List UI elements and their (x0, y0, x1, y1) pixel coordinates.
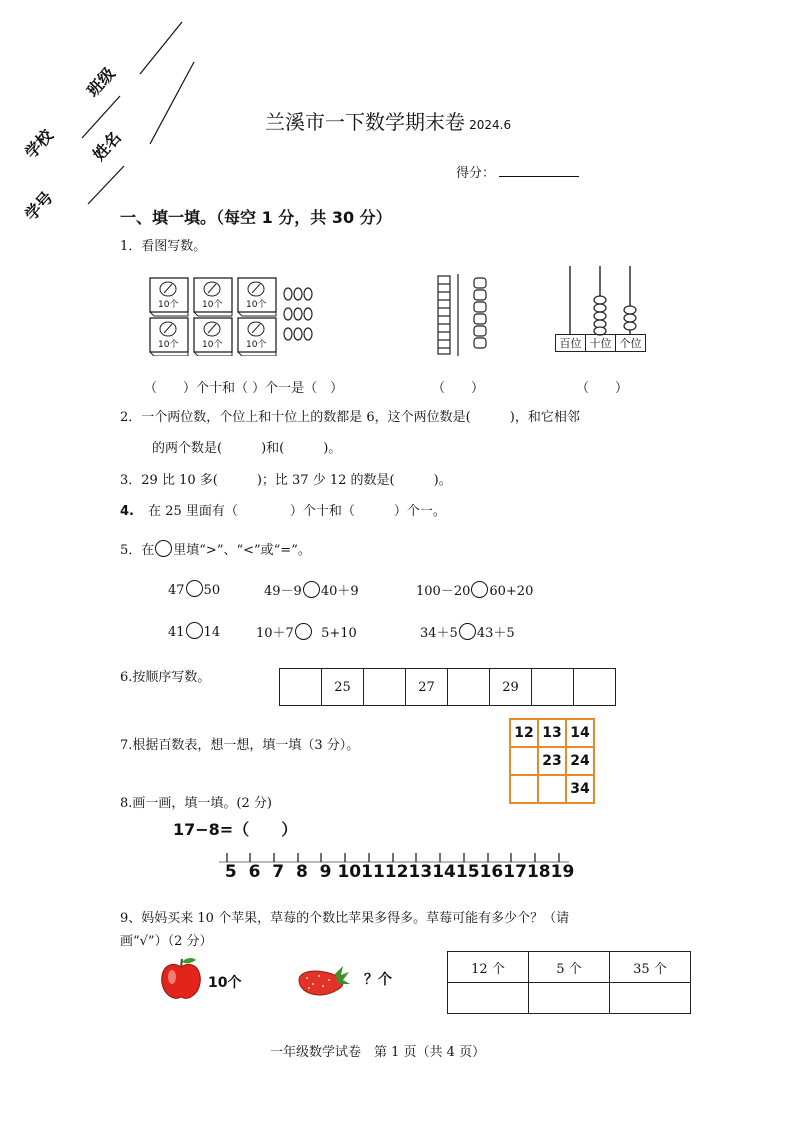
abacus-label: 百位 (556, 335, 586, 351)
tick-label: 8 (295, 862, 308, 882)
q8-number-line (219, 850, 575, 890)
strawberry-icon (295, 962, 351, 1002)
hundred-chart-cell[interactable] (538, 775, 566, 803)
q1-answer-bundles: （ ）个十和（ ）个一是（ ） (144, 381, 344, 396)
compare-circle-icon (459, 623, 476, 640)
q7-hundred-chart (509, 718, 595, 804)
compare-circle-icon (471, 581, 488, 598)
tick-label: 10 (337, 862, 362, 882)
q9-line2: 画“√”）（2 分） (120, 934, 213, 949)
tick-label: 11 (361, 862, 385, 882)
sequence-cell[interactable] (532, 669, 574, 706)
q4-number: 4. (120, 504, 134, 519)
q5-item: 100－20 60+20 (416, 580, 533, 599)
page-footer: 一年级数学试卷 第 1 页（共 4 页） (270, 1045, 486, 1060)
hundred-chart-cell: 13 (538, 719, 566, 747)
abacus-label: 个位 (619, 337, 642, 350)
hundred-chart-cell: 34 (566, 775, 594, 803)
sequence-cell: 27 (406, 669, 448, 706)
checkmark-cell[interactable] (448, 983, 529, 1014)
q5-item: 10＋7 5+10 (256, 622, 357, 641)
q7-text: 7.根据百数表，想一想，填一填（3 分）。 (120, 738, 360, 753)
abacus-label-row (555, 334, 646, 352)
q5-item: 49－9 40＋9 (264, 580, 359, 599)
q1-text: 1．看图写数。 (120, 239, 207, 254)
q1-abacus (555, 264, 645, 356)
option-label: 5 个 (529, 952, 610, 983)
tick-label: 16 (479, 862, 504, 882)
strawberry-count: ？个 (364, 972, 392, 988)
q5-item: 41 14 (168, 622, 220, 640)
q1-bundles-picture (148, 276, 320, 356)
number-line-labels (219, 862, 574, 882)
q3-text: 3．29 比 10 多( )；比 37 少 12 的数是( )。 (120, 473, 452, 488)
class-label: 班级 (83, 63, 119, 101)
tick-label: 9 (319, 862, 332, 882)
sequence-cell[interactable] (574, 669, 616, 706)
school-label: 学校 (21, 125, 57, 163)
abacus-label: 十位 (586, 335, 616, 351)
svg-text:10个: 10个 (202, 300, 223, 310)
q4-row (120, 500, 446, 519)
q2-line2: 的两个数是( )和( )。 (152, 441, 342, 456)
sequence-cell: 25 (322, 669, 364, 706)
option-label: 35 个 (610, 952, 691, 983)
compare-circle-icon (186, 622, 203, 639)
tick-label: 17 (503, 862, 527, 882)
tick-label: 19 (550, 862, 575, 882)
student-number-label: 学号 (21, 187, 57, 225)
score-blank (499, 164, 579, 177)
hundred-chart-cell[interactable] (510, 775, 538, 803)
tick-label: 18 (526, 862, 551, 882)
section-title: 一、填一填。（每空 1 分，共 30 分） (120, 208, 392, 227)
q5-item: 34＋5 43＋5 (420, 622, 515, 641)
abacus-rods (555, 264, 645, 336)
q9-answer-table (447, 951, 691, 1014)
tick-label: 12 (384, 862, 409, 882)
q6-text: 6.按顺序写数。 (120, 670, 211, 685)
sequence-cell[interactable] (448, 669, 490, 706)
hundred-chart-cell: 24 (566, 747, 594, 775)
hundred-chart-cell: 12 (510, 719, 538, 747)
q8-equation: 17−8=（ ） (173, 820, 298, 839)
checkmark-cell[interactable] (529, 983, 610, 1014)
svg-text:10个: 10个 (246, 340, 267, 350)
tick-label: 14 (432, 862, 456, 882)
tick-label: 5 (224, 862, 237, 882)
tick-label: 15 (455, 862, 480, 882)
svg-text:10个: 10个 (158, 340, 179, 350)
apple-icon (158, 955, 204, 1003)
svg-text:10个: 10个 (158, 300, 179, 310)
apple-count: 10个 (208, 975, 242, 991)
q2-line1: 2．一个两位数，个位上和十位上的数都是 6，这个两位数是( )，和它相邻 (120, 410, 580, 425)
svg-text:10个: 10个 (246, 300, 267, 310)
compare-circle-icon (295, 623, 312, 640)
hundred-chart-cell: 23 (538, 747, 566, 775)
tick-label: 13 (408, 862, 433, 882)
compare-circle-icon (155, 540, 172, 557)
score-label: 得分： (456, 166, 496, 181)
q9-line1: 9、妈妈买来 10 个苹果，草莓的个数比苹果多得多。草莓可能有多少个？（请 (120, 911, 570, 926)
hundred-chart-cell[interactable] (510, 747, 538, 775)
q1-answer-abacus: （ ） (576, 381, 629, 396)
exam-date: 2024.6 (469, 118, 512, 132)
q1-sticks-picture (436, 272, 496, 358)
hundred-chart-cell: 14 (566, 719, 594, 747)
sequence-cell[interactable] (280, 669, 322, 706)
q6-sequence-table (279, 668, 616, 706)
tick-label: 7 (272, 862, 285, 882)
q4-text: 在 25 里面有（ ）个十和（ ）个一。 (148, 504, 446, 519)
page-title: 兰溪市一下数学期末卷 2024.6 (265, 110, 512, 134)
option-label: 12 个 (448, 952, 529, 983)
checkmark-cell[interactable] (610, 983, 691, 1014)
name-label: 姓名 (89, 127, 125, 165)
compare-circle-icon (303, 581, 320, 598)
sequence-cell: 29 (490, 669, 532, 706)
binding-lines (20, 18, 200, 218)
score-row (456, 162, 579, 181)
sequence-cell[interactable] (364, 669, 406, 706)
svg-text:10个: 10个 (202, 340, 223, 350)
compare-circle-icon (186, 580, 203, 597)
q1-answer-sticks: （ ） (432, 381, 485, 396)
q5-text: 5．在 里填“>”、“<”或“=”。 (120, 539, 311, 558)
q8-text: 8.画一画，填一填。(2 分) (120, 796, 272, 811)
tick-label: 6 (248, 862, 261, 882)
q5-item: 47 50 (168, 580, 220, 598)
